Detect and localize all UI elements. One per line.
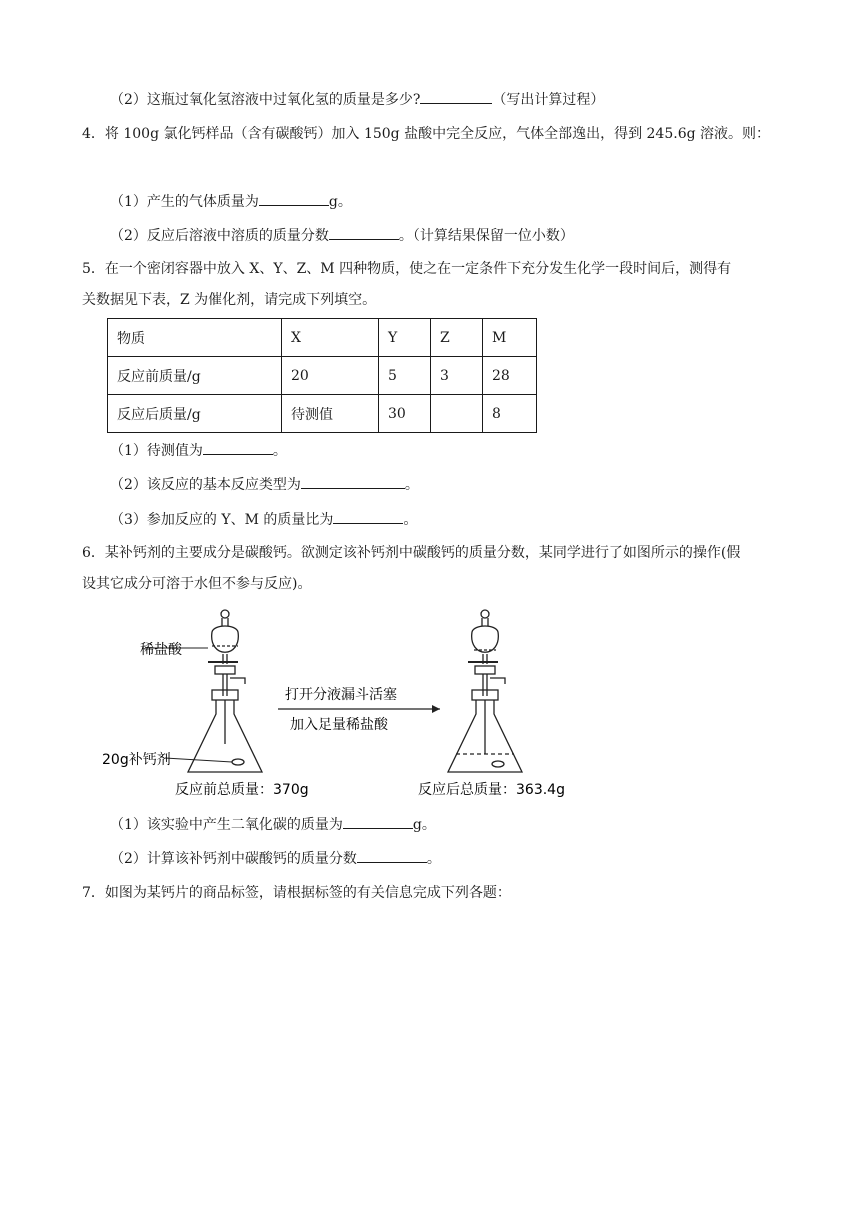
q5-sub2-end: 。 — [404, 477, 419, 493]
q6-sub1-unit: g。 — [412, 817, 436, 833]
q4-sub1 — [110, 191, 352, 212]
after-mass-label: 反应后总质量：363.4g — [418, 782, 565, 798]
q3-sub2 — [110, 89, 604, 110]
before-mass-label: 反应前总质量：370g — [175, 782, 309, 798]
label-acid: 稀盐酸 — [140, 642, 182, 658]
q4-sub1-unit: g。 — [328, 194, 352, 210]
answer-blank[interactable] — [259, 191, 329, 206]
q5-sub1-text: （1）待测值为 — [110, 443, 203, 459]
answer-blank[interactable] — [333, 509, 403, 524]
table-cell: 28 — [483, 357, 537, 395]
q7-stem: 7．如图为某钙片的商品标签，请根据标签的有关信息完成下列各题： — [82, 885, 511, 901]
experiment-figure — [100, 604, 580, 802]
answer-blank[interactable] — [420, 89, 492, 104]
table-cell: 物质 — [108, 319, 282, 357]
q4-sub2-note: 。（计算结果保留一位小数） — [398, 228, 574, 244]
q6-sub1 — [110, 814, 436, 835]
arrow-text-top: 打开分液漏斗活塞 — [285, 687, 397, 703]
q5-sub3 — [110, 509, 417, 530]
q5-sub2-text: （2）该反应的基本反应类型为 — [110, 477, 301, 493]
q5-stem-line1: 5．在一个密闭容器中放入 X、Y、Z、M 四种物质，使之在一定条件下充分发生化学一段时间后，测得有 — [82, 261, 732, 277]
q6-stem-line1: 6．某补钙剂的主要成分是碳酸钙。欲测定该补钙剂中碳酸钙的质量分数，某同学进行了如图所示的操作(假 — [82, 545, 741, 561]
table-cell: 30 — [379, 395, 431, 433]
q4-sub1-text: （1）产生的气体质量为 — [110, 194, 259, 210]
table-cell: 5 — [379, 357, 431, 395]
q3-sub2-note: （写出计算过程） — [492, 92, 605, 108]
table-cell: X — [282, 319, 379, 357]
q6-sub1-text: （1）该实验中产生二氧化碳的质量为 — [110, 817, 343, 833]
table-row — [108, 395, 537, 433]
arrow-head-icon — [432, 705, 440, 713]
q5-stem-line2: 关数据见下表，Z 为催化剂，请完成下列填空。 — [82, 292, 377, 308]
table-header-row — [108, 319, 537, 357]
q6-sub2-text: （2）计算该补钙剂中碳酸钙的质量分数 — [110, 851, 357, 867]
table-cell: 待测值 — [282, 395, 379, 433]
q6-sub2-end: 。 — [426, 851, 441, 867]
answer-blank[interactable] — [329, 225, 399, 240]
mass-table — [107, 318, 537, 433]
apparatus-before — [188, 610, 262, 772]
q6-stem-line2: 设其它成分可溶于水但不参与反应)。 — [82, 576, 312, 592]
q5-sub1-end: 。 — [272, 443, 287, 459]
answer-blank[interactable] — [343, 814, 413, 829]
table-cell — [431, 395, 483, 433]
answer-blank[interactable] — [301, 474, 405, 489]
arrow-text-bottom: 加入足量稀盐酸 — [290, 717, 388, 733]
table-cell: 8 — [483, 395, 537, 433]
table-row — [108, 357, 537, 395]
table-cell: 反应前质量/g — [108, 357, 282, 395]
table-cell: M — [483, 319, 537, 357]
table-cell: Z — [431, 319, 483, 357]
table-cell: 反应后质量/g — [108, 395, 282, 433]
answer-blank[interactable] — [203, 440, 273, 455]
table-cell: Y — [379, 319, 431, 357]
apparatus-after — [448, 610, 522, 772]
leader-line — [165, 758, 232, 762]
q5-sub3-end: 。 — [403, 512, 418, 528]
q4-sub2 — [110, 225, 574, 246]
q4-stem: 4．将 100g 氯化钙样品（含有碳酸钙）加入 150g 盐酸中完全反应，气体全部逸出，得到 245.6g 溶液。则： — [82, 126, 771, 142]
q5-sub2 — [110, 474, 419, 495]
q4-sub2-text: （2）反应后溶液中溶质的质量分数 — [110, 228, 329, 244]
table-cell: 20 — [282, 357, 379, 395]
q5-sub1 — [110, 440, 287, 461]
q5-sub3-text: （3）参加反应的 Y、M 的质量比为 — [110, 512, 334, 528]
table-cell: 3 — [431, 357, 483, 395]
q6-sub2 — [110, 848, 441, 869]
q3-sub2-text: （2）这瓶过氧化氢溶液中过氧化氢的质量是多少? — [110, 92, 421, 108]
answer-blank[interactable] — [357, 848, 427, 863]
label-sample: 20g补钙剂 — [102, 752, 171, 768]
